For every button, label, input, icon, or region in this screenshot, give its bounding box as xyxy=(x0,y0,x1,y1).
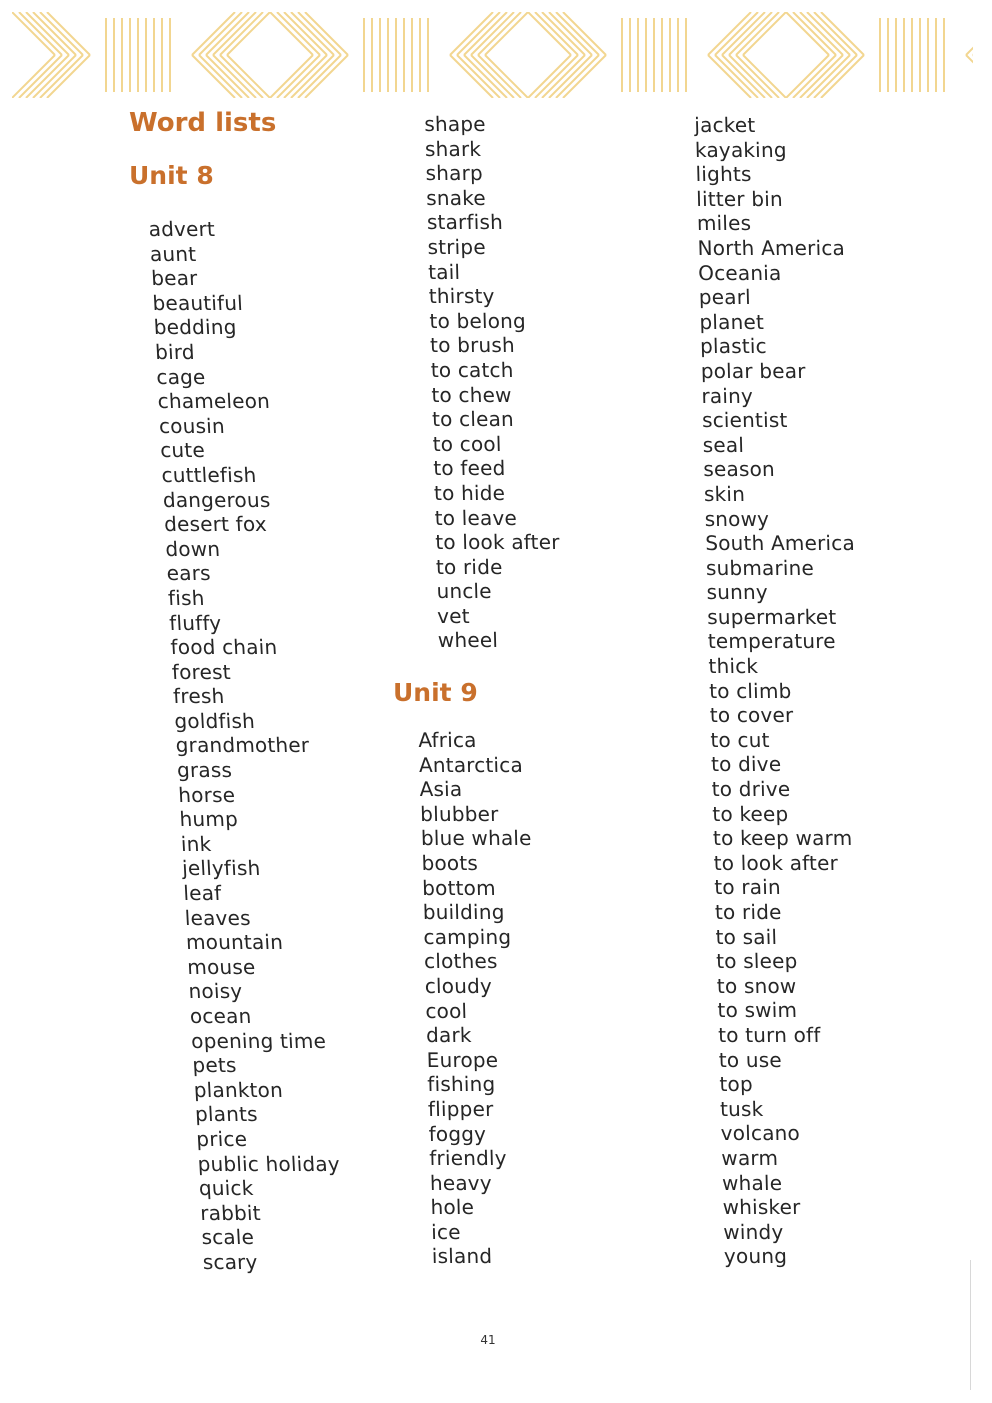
word-item: to chew xyxy=(431,382,512,407)
word-item: to keep xyxy=(712,801,789,826)
scan-edge-divider xyxy=(970,1260,971,1390)
word-item: top xyxy=(719,1072,754,1097)
banner-pattern xyxy=(12,12,973,98)
word-item: vet xyxy=(436,603,471,628)
word-item: price xyxy=(195,1126,248,1151)
word-item: beautiful xyxy=(151,290,244,315)
word-item: leaf xyxy=(182,881,223,906)
word-item: to climb xyxy=(708,678,792,703)
word-item: hump xyxy=(178,807,239,832)
word-item: to cut xyxy=(710,727,770,752)
word-item: to turn off xyxy=(717,1022,821,1047)
word-item: island xyxy=(431,1244,493,1269)
word-item: advert xyxy=(148,217,216,241)
word-item: cousin xyxy=(158,413,226,438)
word-item: boots xyxy=(421,850,479,875)
word-item: down xyxy=(164,536,221,561)
word-item: shape xyxy=(424,112,486,136)
word-item: to ride xyxy=(714,900,782,924)
word-item: stripe xyxy=(427,234,487,259)
word-item: Africa xyxy=(418,728,477,752)
word-item: Europe xyxy=(426,1047,499,1072)
word-item: to sail xyxy=(715,924,778,949)
word-item: ice xyxy=(430,1219,461,1244)
word-item: noisy xyxy=(187,979,243,1004)
word-item: to look after xyxy=(713,850,839,875)
word-item: dangerous xyxy=(162,487,271,512)
word-item: camping xyxy=(423,924,512,949)
unit-8-word-list xyxy=(148,217,346,1275)
word-item: to cool xyxy=(432,431,502,456)
word-item: rainy xyxy=(701,383,754,408)
word-item: flipper xyxy=(427,1096,494,1121)
word-item: to dive xyxy=(710,752,782,777)
word-item: snake xyxy=(425,185,487,210)
word-item: scale xyxy=(200,1225,255,1250)
word-item: pets xyxy=(191,1053,238,1078)
word-item: skin xyxy=(703,481,746,506)
word-item: to sleep xyxy=(715,949,798,974)
word-item: mouse xyxy=(186,954,257,979)
word-item: bottom xyxy=(421,875,497,900)
word-item: North America xyxy=(697,235,846,260)
word-item: thick xyxy=(708,654,759,679)
word-item: sharp xyxy=(425,161,484,186)
word-item: aunt xyxy=(149,241,197,266)
word-item: to look after xyxy=(434,530,560,555)
word-item: scary xyxy=(202,1249,259,1274)
word-item: Antarctica xyxy=(418,752,524,777)
word-item: wheel xyxy=(437,628,499,653)
word-item: jacket xyxy=(694,113,756,137)
word-item: fishing xyxy=(427,1072,496,1097)
word-item: uncle xyxy=(436,579,493,604)
word-item: heavy xyxy=(429,1170,493,1195)
word-item: goldfish xyxy=(173,708,256,733)
word-item: grass xyxy=(176,758,233,783)
word-item: to catch xyxy=(430,357,514,382)
word-item: cool xyxy=(425,998,468,1023)
unit-9-word-list xyxy=(418,728,543,1269)
word-item: thirsty xyxy=(428,284,495,309)
word-item: submarine xyxy=(705,555,815,580)
word-item: shark xyxy=(424,136,482,161)
unit-8-heading: Unit 8 xyxy=(129,161,214,190)
word-item: cute xyxy=(159,438,206,463)
word-item: ears xyxy=(166,561,212,586)
decorative-banner xyxy=(12,12,973,98)
word-item: cuttlefish xyxy=(160,462,258,487)
word-item: seal xyxy=(702,432,745,457)
word-item: to keep warm xyxy=(712,826,853,851)
word-item: litter bin xyxy=(695,186,784,211)
word-item: young xyxy=(723,1244,788,1269)
word-item: chameleon xyxy=(157,389,271,414)
word-item: to snow xyxy=(716,973,797,998)
page-number: 41 xyxy=(480,1333,496,1347)
word-item: ink xyxy=(180,831,212,856)
word-item: plastic xyxy=(699,334,768,359)
word-item: desert fox xyxy=(163,512,268,537)
word-item: miles xyxy=(696,211,752,236)
word-item: warm xyxy=(721,1145,779,1170)
word-item: Oceania xyxy=(697,260,782,285)
banner-line xyxy=(966,12,973,55)
word-item: polar bear xyxy=(700,358,806,383)
word-item: snowy xyxy=(704,506,770,531)
word-item: blue whale xyxy=(420,826,532,851)
word-item: kayaking xyxy=(694,137,787,162)
word-item: dark xyxy=(425,1023,472,1048)
word-item: to ride xyxy=(435,554,503,579)
unit-9-heading: Unit 9 xyxy=(393,678,478,707)
word-item: sunny xyxy=(706,580,769,605)
word-item: bedding xyxy=(153,315,238,340)
word-item: plants xyxy=(194,1102,259,1127)
unit-9-word-list-continued xyxy=(694,113,874,1269)
word-item: to cover xyxy=(709,703,794,728)
word-item: ocean xyxy=(189,1004,252,1028)
word-item: starfish xyxy=(426,210,504,235)
word-item: supermarket xyxy=(706,604,837,629)
word-item: rabbit xyxy=(199,1200,262,1225)
word-item: quick xyxy=(198,1176,255,1201)
word-item: building xyxy=(422,900,505,925)
word-item: pearl xyxy=(698,285,752,310)
word-item: clothes xyxy=(423,949,498,974)
word-item: cage xyxy=(155,364,207,389)
word-item: public holiday xyxy=(196,1151,341,1176)
word-item: whisker xyxy=(722,1195,801,1220)
word-item: to clean xyxy=(431,407,515,432)
word-item: Asia xyxy=(419,777,463,802)
word-item: to belong xyxy=(429,308,527,333)
word-item: to hide xyxy=(433,480,506,505)
word-item: whale xyxy=(721,1170,783,1195)
word-item: fluffy xyxy=(168,610,222,635)
word-item: volcano xyxy=(720,1121,801,1146)
word-item: foggy xyxy=(428,1121,487,1146)
word-item: fresh xyxy=(172,684,225,709)
word-item: to leave xyxy=(434,505,518,530)
word-item: to feed xyxy=(433,456,506,481)
banner-line xyxy=(966,55,973,98)
word-item: horse xyxy=(177,782,236,807)
page-title: Word lists xyxy=(129,108,277,138)
word-item: grandmother xyxy=(175,733,310,758)
word-item: temperature xyxy=(707,629,837,654)
word-item: to swim xyxy=(717,998,798,1023)
word-item: planet xyxy=(699,309,765,334)
word-item: to use xyxy=(718,1047,783,1072)
word-item: friendly xyxy=(428,1146,508,1171)
word-item: to drive xyxy=(711,777,791,802)
word-item: season xyxy=(703,457,776,482)
word-item: windy xyxy=(722,1219,784,1244)
word-item: forest xyxy=(171,659,232,684)
word-item: leaves xyxy=(184,905,252,930)
word-item: to brush xyxy=(429,333,516,358)
word-item: cloudy xyxy=(424,973,493,998)
word-item: fish xyxy=(167,585,206,610)
word-item: opening time xyxy=(190,1028,327,1053)
word-item: jellyfish xyxy=(181,856,262,881)
word-item: plankton xyxy=(193,1077,284,1102)
word-item: scientist xyxy=(701,408,788,433)
word-item: lights xyxy=(695,162,752,187)
word-item: blubber xyxy=(419,801,499,826)
unit-8-word-list-continued xyxy=(424,112,562,653)
word-item: food chain xyxy=(169,635,278,660)
word-item: hole xyxy=(430,1195,475,1220)
word-item: bear xyxy=(150,266,199,291)
word-item: bird xyxy=(154,339,196,364)
word-item: mountain xyxy=(185,930,284,955)
word-item: South America xyxy=(704,531,856,556)
word-item: tusk xyxy=(719,1096,764,1121)
word-item: tail xyxy=(427,259,461,284)
word-item: to rain xyxy=(713,875,782,900)
